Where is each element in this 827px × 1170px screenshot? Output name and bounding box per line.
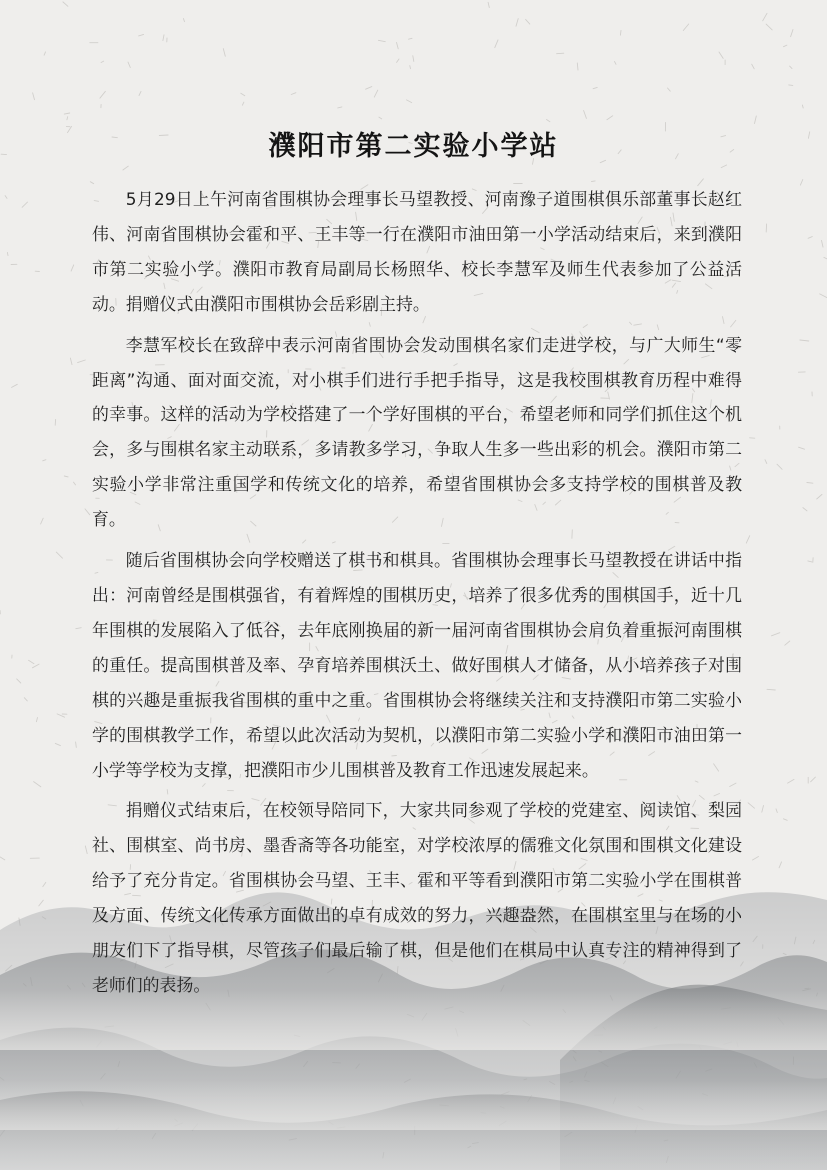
article-body xyxy=(92,182,742,1009)
paragraph-2: 李慧军校长在致辞中表示河南省围协会发动围棋名家们走进学校，与广大师生“零距离”沟通、面对面交流，对小棋手们进行手把手指导，这是我校围棋教育历程中难得的幸事。这样的活动为学校搭建了一个学好围棋的平台，希望老师和同学们抓住这个机会，多与围棋名家主动联系，多请教多学习，争取人生多一些出彩的机会。濮阳市第二实验小学非常注重国学和传统文化的培养，希望省围棋协会多支持学校的围棋普及教育。 xyxy=(92,334,742,530)
mist-band-2 xyxy=(0,1080,827,1130)
paragraph-1: 5月29日上午河南省围棋协会理事长马望教授、河南豫子道围棋俱乐部董事长赵红伟、河南省围棋协会霍和平、王丰等一行在濮阳市油田第一小学活动结束后，来到濮阳市第二实验小学。濮阳市教育局副局长杨照华、校长李慧军及师生代表参加了公益活动。捐赠仪式由濮阳市围棋协会岳彩剧主持。 xyxy=(92,189,742,314)
paragraph-3: 随后省围棋协会向学校赠送了棋书和棋具。省围棋协会理事长马望教授在讲话中指出：河南曾经是围棋强省，有着辉煌的围棋历史，培养了很多优秀的围棋国手，近十几年围棋的发展陷入了低谷，去年底刚换届的新一届河南省围棋协会肩负着重振河南围棋的重任。提高围棋普及率、孕育培养围棋沃土、做好围棋人才储备，从小培养孩子对围棋的兴趣是重振我省围棋的重中之重。省围棋协会将继续关注和支持濮阳市第二实验小学的围棋教学工作，希望以此次活动为契机，以濮阳市第二实验小学和濮阳市油田第一小学等学校为支撑，把濮阳市少儿围棋普及教育工作迅速发展起来。 xyxy=(92,550,742,780)
article-title: 濮阳市第二实验小学站 xyxy=(268,131,559,162)
paragraph-4: 捐赠仪式结束后，在校领导陪同下，大家共同参观了学校的党建室、阅读馆、梨园社、围棋室、尚书房、墨香斋等各功能室，对学校浓厚的儒雅文化氛围和围棋文化建设给予了充分肯定。省围棋协会马望、王丰、霍和平等看到濮阳市第二实验小学在围棋普及方面、传统文化传承方面做出的卓有成效的努力，兴趣盎然，在围棋室里与在场的小朋友们下了指导棋，尽管孩子们最后输了棋，但是他们在棋局中认真专注的精神得到了老师们的表扬。 xyxy=(92,800,742,995)
